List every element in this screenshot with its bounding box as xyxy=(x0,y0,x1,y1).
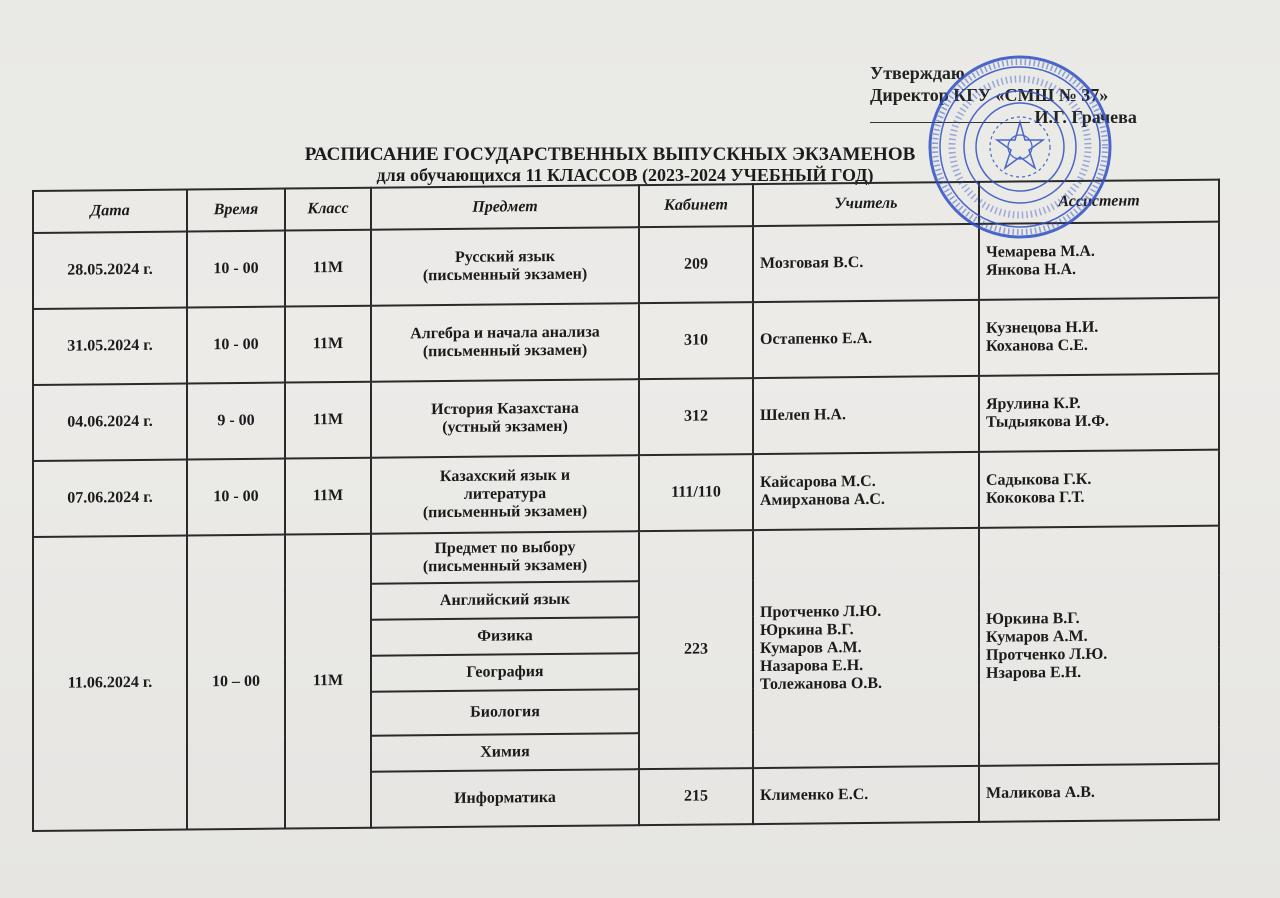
teacher-cell: Кайсарова М.С. Амирханова А.С. xyxy=(753,452,979,530)
teacher-cell: Мозговая В.С. xyxy=(753,224,979,302)
date-cell: 04.06.2024 г. xyxy=(33,384,187,461)
approval-line-2: Директор КГУ «СМШ № 37» xyxy=(870,85,1109,105)
assistant-cell: Кузнецова Н.И. Коханова С.Е. xyxy=(979,298,1219,376)
class-cell: 11М xyxy=(285,534,371,829)
assistant-cell: Маликова А.В. xyxy=(979,764,1219,822)
date-cell: 31.05.2024 г. xyxy=(33,308,187,385)
signature-line xyxy=(870,106,1030,123)
time-cell: 10 - 00 xyxy=(187,307,285,384)
document-subtitle: для обучающихся 11 КЛАССОВ (2023-2024 УЧЕБНЫЙ ГОД) xyxy=(376,165,874,185)
header-teacher: Учитель xyxy=(753,182,979,226)
time-cell: 10 - 00 xyxy=(187,231,285,308)
teacher-cell: Шелеп Н.А. xyxy=(753,376,979,454)
date-cell: 28.05.2024 г. xyxy=(33,232,187,309)
header-subject: Предмет xyxy=(371,185,639,230)
room-cell: 215 xyxy=(639,768,753,825)
approval-line-1: Утверждаю xyxy=(870,63,965,83)
subject-cell: Химия xyxy=(371,733,639,772)
class-cell: 11М xyxy=(285,306,371,383)
class-cell: 11М xyxy=(285,458,371,535)
time-cell: 10 – 00 xyxy=(187,535,285,830)
subject-cell: История Казахстана (устный экзамен) xyxy=(371,379,639,458)
teacher-cell: Остапенко Е.А. xyxy=(753,300,979,378)
subject-cell: Биология xyxy=(371,689,639,736)
table-row xyxy=(33,222,1219,309)
teacher-cell: Протченко Л.Ю. Юркина В.Г. Кумаров А.М. Назарова Е.Н. Толежанова О.В. xyxy=(753,528,979,768)
schedule-table xyxy=(32,179,1220,832)
room-cell: 310 xyxy=(639,302,753,379)
room-cell: 111/110 xyxy=(639,454,753,531)
assistant-cell: Ярулина К.Р. Тыдыякова И.Ф. xyxy=(979,374,1219,452)
subject-cell: География xyxy=(371,653,639,692)
table-row xyxy=(33,450,1219,537)
time-cell: 9 - 00 xyxy=(187,383,285,460)
document-title: РАСПИСАНИЕ ГОСУДАРСТВЕННЫХ ВЫПУСКНЫХ ЭКЗАМЕНОВ xyxy=(304,144,916,165)
header-assistant: Ассистент xyxy=(979,180,1219,224)
subject-cell: Русский язык (письменный экзамен) xyxy=(371,227,639,306)
date-cell: 11.06.2024 г. xyxy=(33,536,187,831)
table-row xyxy=(33,298,1219,385)
room-cell: 312 xyxy=(639,378,753,455)
room-cell: 223 xyxy=(639,530,753,769)
teacher-cell: Клименко Е.С. xyxy=(753,766,979,824)
assistant-cell: Юркина В.Г. Кумаров А.М. Протченко Л.Ю. Нзарова Е.Н. xyxy=(979,526,1219,766)
schedule-sheet xyxy=(32,179,1222,830)
header-class: Класс xyxy=(285,188,371,231)
subject-cell: Казахский язык и литература (письменный экзамен) xyxy=(371,455,639,534)
assistant-cell: Садыкова Г.К. Кококова Г.Т. xyxy=(979,450,1219,528)
director-name: И.Г. Грачева xyxy=(1034,107,1137,127)
header-room: Кабинет xyxy=(639,184,753,227)
assistant-cell: Чемарева М.А. Янкова Н.А. xyxy=(979,222,1219,300)
subject-cell: Алгебра и начала анализа (письменный экзамен) xyxy=(371,303,639,382)
time-cell: 10 - 00 xyxy=(187,459,285,536)
class-cell: 11М xyxy=(285,230,371,307)
elective-row xyxy=(33,526,1219,587)
class-cell: 11М xyxy=(285,382,371,459)
subject-cell: Физика xyxy=(371,617,639,656)
table-row xyxy=(33,374,1219,461)
subject-cell: Английский язык xyxy=(371,581,639,620)
elective-heading-cell: Предмет по выбору (письменный экзамен) xyxy=(371,531,639,584)
date-cell: 07.06.2024 г. xyxy=(33,460,187,537)
subject-cell: Информатика xyxy=(371,769,639,828)
approval-block xyxy=(870,62,1137,128)
header-date: Дата xyxy=(33,190,187,233)
header-time: Время xyxy=(187,189,285,232)
room-cell: 209 xyxy=(639,226,753,303)
approval-line-3 xyxy=(870,106,1137,128)
